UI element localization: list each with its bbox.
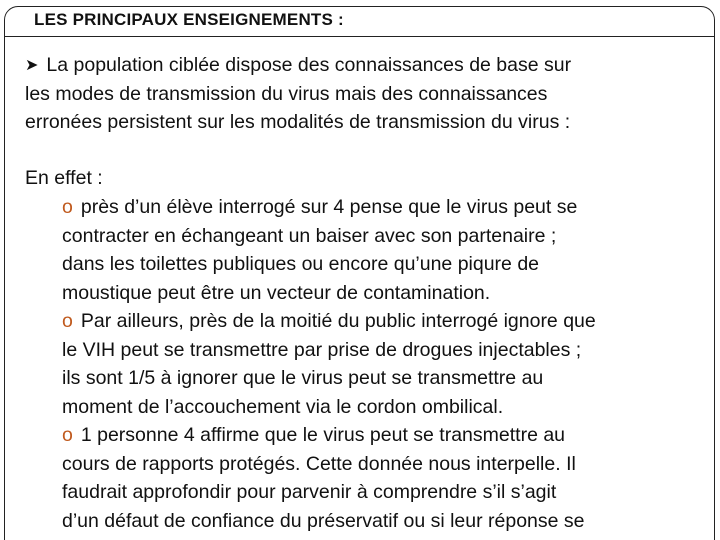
item-line: le VIH peut se transmettre par prise de drogues injectables ; [62,338,582,361]
item-line: ils sont 1/5 à ignorer que le virus peut se transmettre au [62,367,544,389]
item-text: 1 personne 4 affirme que le virus peut se transmettre au [80,424,566,446]
list-item [62,193,720,222]
item-line: cours de rapports protégés. Cette donnée nous interpelle. Il [62,452,576,475]
title-divider [5,36,714,37]
item-line: moustique peut être un vecteur de contamination. [62,281,491,304]
slide-title: LES PRINCIPAUX ENSEIGNEMENTS : [34,10,344,29]
bullet-marker: o [62,424,73,446]
item-line: d’un défaut de confiance du préservatif ou si leur réponse se [62,509,585,532]
findings-list [62,193,720,535]
list-item [62,307,720,336]
intro-line: erronées persistent sur les modalités de transmission du virus : [25,111,571,133]
item-line: moment de l’accouchement via le cordon ombilical. [62,395,504,418]
intro-line: les modes de transmission du virus mais des connaissances [25,83,548,105]
bullet-marker: o [62,310,73,332]
item-line: contracter en échangeant un baiser avec son partenaire ; [62,224,557,247]
intro-line [25,51,711,80]
item-text: Par ailleurs, près de la moitié du public interrogé ignore que [80,310,596,332]
list-item [62,421,720,450]
item-line: dans les toilettes publiques ou encore qu’une piqure de [62,253,540,275]
intro-paragraph [25,51,711,136]
bullet-marker: o [62,196,73,218]
arrow-bullet-icon: ➤ [25,57,39,74]
intro-text: La population ciblée dispose des connaissances de base sur [46,54,572,76]
lead-text: En effet : [25,167,103,189]
item-text: près d’un élève interrogé sur 4 pense que le virus peut se [80,196,578,218]
item-line: faudrait approfondir pour parvenir à comprendre s’il s’agit [62,481,557,503]
